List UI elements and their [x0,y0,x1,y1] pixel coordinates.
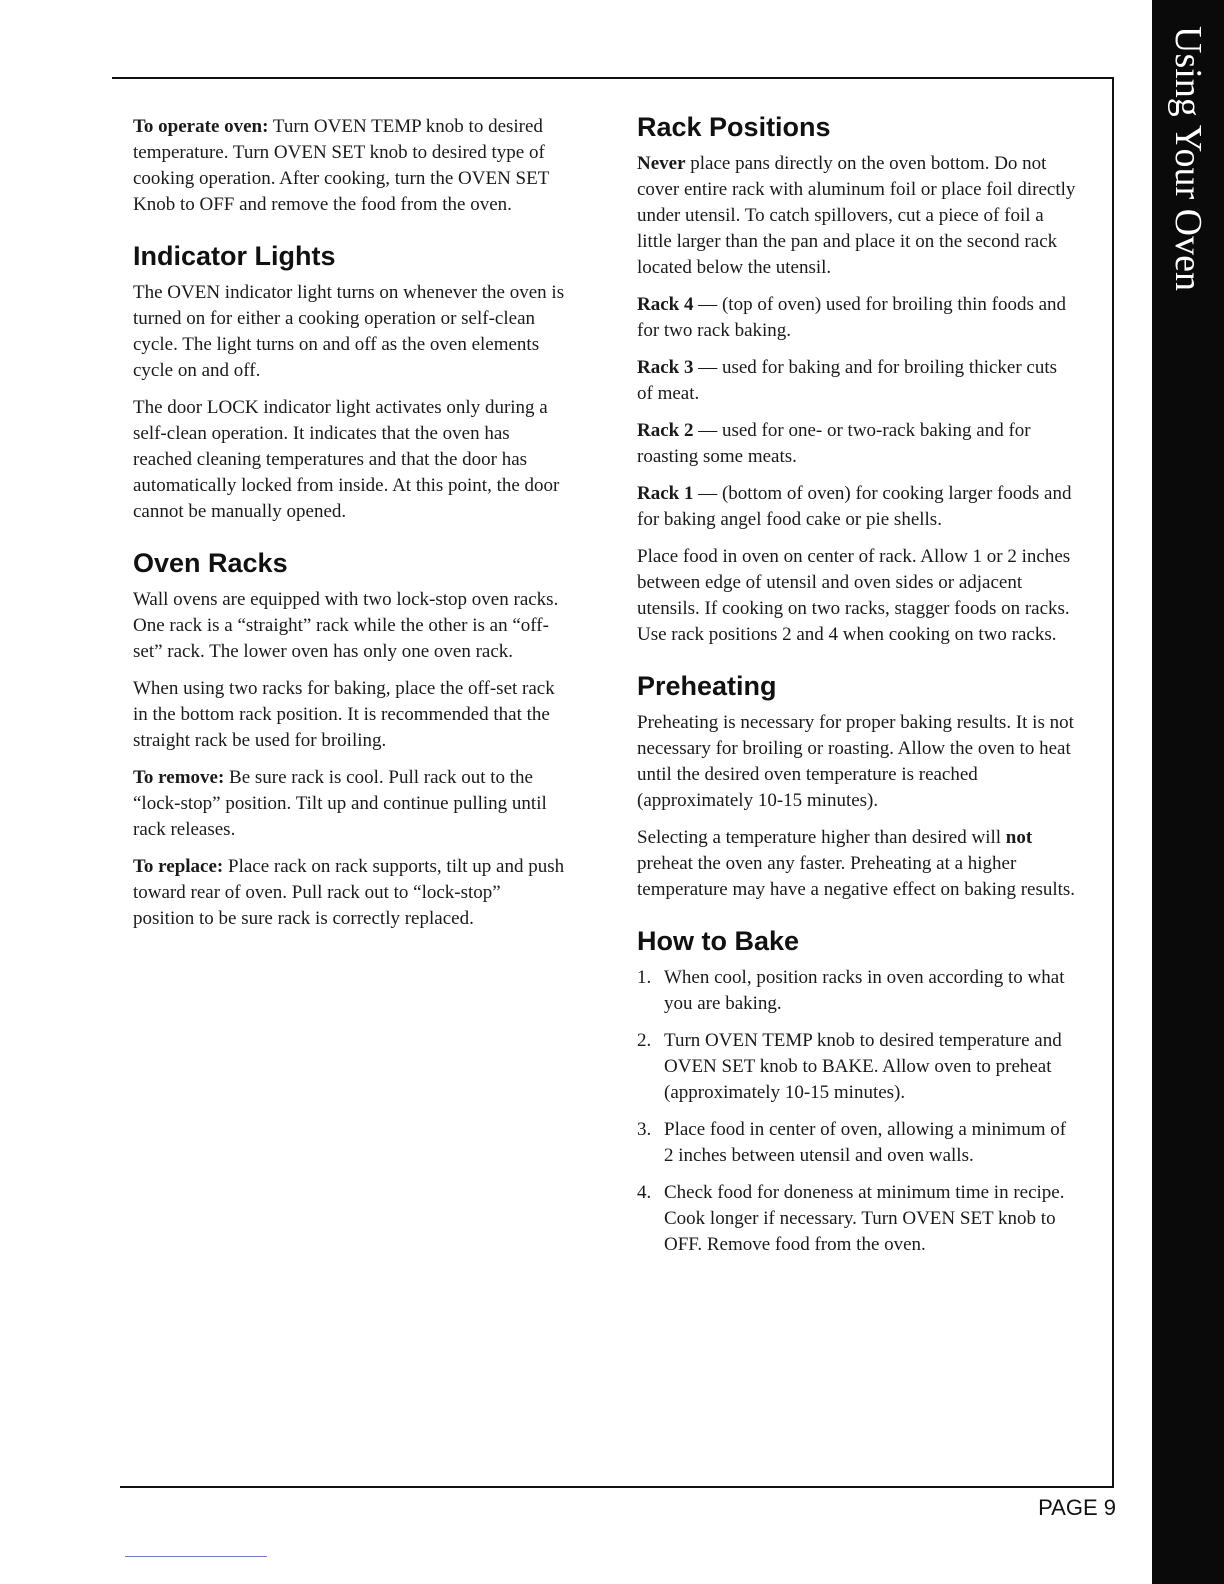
operate-oven-paragraph [133,114,565,218]
rack-1-text: — (bottom of oven) for cooking larger foods and for baking angel food cake or pie shells. [637,483,1072,530]
step-number: 1. [637,967,652,988]
rack-2-lead: Rack 2 [637,420,694,441]
indicator-lights-paragraph-1: The OVEN indicator light turns on whenever the oven is turned on for either a cooking operation or self-clean cycle. The light turns on and off as the oven elements cycle on and off. [133,282,565,381]
oven-racks-paragraph-2: When using two racks for baking, place the off-set rack in the bottom rack position. It is recommended that the straight rack be used for broiling. [133,678,555,751]
to-replace-lead: To replace: [133,856,224,877]
step-number: 3. [637,1119,652,1140]
list-item [637,1028,1077,1106]
never-paragraph [637,151,1077,281]
side-tab-title: Using Your Oven [1167,26,1209,291]
rack-1-lead: Rack 1 [637,483,694,504]
corner-link-line [125,1556,267,1557]
to-replace-text: Place rack on rack supports, tilt up and push toward rear of oven. Pull rack out to “lock-stop” position to be sure rack is correctly replaced. [133,856,565,929]
indicator-lights-paragraph-2: The door LOCK indicator light activates only during a self-clean operation. It indicates that the oven has reached cleaning temperatures and that the door has automatically locked from inside. At this point, the door cannot be manually opened. [133,397,560,522]
right-column [637,110,1077,1269]
preheating-text-before: Selecting a temperature higher than desired will [637,827,1002,848]
list-item [637,965,1077,1017]
never-lead: Never [637,153,686,174]
rack-3-paragraph [637,355,1077,407]
placement-paragraph: Place food in oven on center of rack. Allow 1 or 2 inches between edge of utensil and oven sides or adjacent utensils. If cooking on two racks, stagger foods on racks. Use rack positions 2 and 4 when cooking on two racks. [637,546,1071,645]
step-number: 4. [637,1182,652,1203]
to-remove-paragraph [133,765,565,843]
never-text: place pans directly on the oven bottom. Do not cover entire rack with aluminum foil or place foil directly under utensil. To catch spillovers, cut a piece of foil a little larger than the pan and place it on the second rack located below the utensil. [637,153,1076,278]
step-text: Turn OVEN TEMP knob to desired temperature and OVEN SET knob to BAKE. Allow oven to preheat (approximately 10-15 minutes). [664,1030,1062,1103]
step-number: 2. [637,1030,652,1051]
to-remove-lead: To remove: [133,767,225,788]
preheating-not-emphasis: not [1005,827,1033,848]
rack-4-lead: Rack 4 [637,294,694,315]
left-column [133,114,565,943]
page-number: PAGE 9 [1038,1495,1116,1520]
operate-oven-lead: To operate oven: [133,116,269,137]
rack-4-paragraph [637,292,1077,344]
preheating-text-after: preheat the oven any faster. Preheating at a higher temperature may have a negative effect on baking results. [637,853,1076,900]
preheating-paragraph-1: Preheating is necessary for proper baking results. It is not necessary for broiling or roasting. Allow the oven to heat until the desired oven temperature is reached (approximately 10-15 minutes). [637,712,1074,811]
rack-2-paragraph [637,418,1077,470]
list-item [637,1117,1077,1169]
top-rule [112,77,1114,79]
rack-positions-heading: Rack Positions [637,112,831,142]
right-rule [1112,77,1114,1487]
preheating-heading: Preheating [637,671,777,701]
rack-1-paragraph [637,481,1077,533]
to-replace-paragraph [133,854,565,932]
rack-4-text: — (top of oven) used for broiling thin foods and for two rack baking. [637,294,1067,341]
rack-3-lead: Rack 3 [637,357,694,378]
oven-racks-heading: Oven Racks [133,548,288,578]
to-remove-text: Be sure rack is cool. Pull rack out to the “lock-stop” position. Tilt up and continue pulling until rack releases. [133,767,547,840]
rack-2-text: — used for one- or two-rack baking and for roasting some meats. [637,420,1031,467]
bottom-rule [120,1486,1114,1488]
how-to-bake-steps [637,965,1077,1258]
oven-racks-paragraph-1: Wall ovens are equipped with two lock-stop oven racks. One rack is a “straight” rack while the other is an “off-set” rack. The lower oven has only one oven rack. [133,589,559,662]
operate-oven-text: Turn OVEN TEMP knob to desired temperature. Turn OVEN SET knob to desired type of cooking operation. After cooking, turn the OVEN SET Knob to OFF and remove the food from the oven. [133,116,549,215]
how-to-bake-heading: How to Bake [637,926,800,956]
step-text: When cool, position racks in oven according to what you are baking. [664,967,1065,1014]
step-text: Check food for doneness at minimum time in recipe. Cook longer if necessary. Turn OVEN SET knob to OFF. Remove food from the oven. [664,1182,1065,1255]
list-item [637,1180,1077,1258]
rack-3-text: — used for baking and for broiling thicker cuts of meat. [637,357,1058,404]
preheating-paragraph-2 [637,825,1077,903]
indicator-lights-heading: Indicator Lights [133,241,336,271]
step-text: Place food in center of oven, allowing a minimum of 2 inches between utensil and oven walls. [664,1119,1067,1166]
